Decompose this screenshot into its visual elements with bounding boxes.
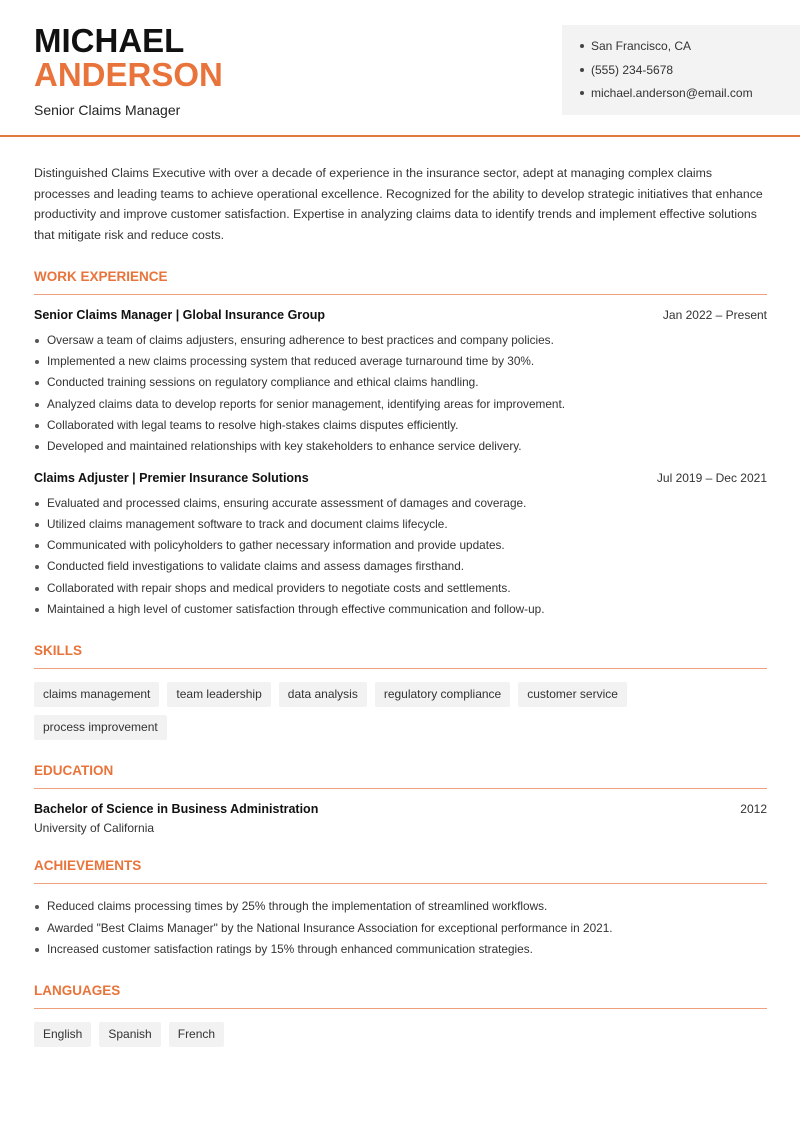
list-item <box>34 599 767 620</box>
list-item <box>34 939 767 960</box>
last-name: ANDERSON <box>34 56 223 93</box>
bullet-text: Collaborated with repair shops and medical providers to negotiate costs and settlements. <box>47 580 511 595</box>
bullet-icon <box>35 445 39 449</box>
job-role: Senior Claims Manager | Global Insurance Group <box>34 307 326 322</box>
bullet-icon <box>580 44 584 48</box>
work-experience-section <box>34 269 767 621</box>
list-item <box>34 535 767 556</box>
bullet-icon <box>580 68 584 72</box>
list-item <box>34 514 767 535</box>
contact-email[interactable] <box>580 85 800 109</box>
languages-section <box>34 983 767 1047</box>
education-entry <box>34 802 767 835</box>
bullet-text: Increased customer satisfaction ratings by 15% through enhanced communication strategies. <box>47 941 533 956</box>
bullet-text: Implemented a new claims processing system that reduced average turnaround time by 30%. <box>47 354 535 369</box>
bullet-text: Maintained a high level of customer satisfaction through effective communication and follow-up. <box>47 602 545 617</box>
skill-tag: regulatory compliance <box>375 682 510 707</box>
job-header <box>34 471 767 485</box>
email-link[interactable]: michael.anderson@email.com <box>591 86 753 100</box>
job-dates: Jul 2019 – Dec 2021 <box>656 470 767 485</box>
job-bullets <box>34 493 767 621</box>
list-item <box>34 493 767 514</box>
bullet-icon <box>35 339 39 343</box>
name-block <box>34 24 223 118</box>
skill-tag: data analysis <box>279 682 367 707</box>
list-item <box>34 556 767 577</box>
bullet-icon <box>35 927 39 931</box>
job-dates: Jan 2022 – Present <box>662 307 767 322</box>
bullet-text: Oversaw a team of claims adjusters, ensuring adherence to best practices and company policies. <box>47 332 554 347</box>
bullet-icon <box>35 905 39 909</box>
list-item <box>34 896 767 917</box>
job-entry <box>34 308 767 458</box>
resume-body <box>0 163 800 1047</box>
job-role: Claims Adjuster | Premier Insurance Solutions <box>34 470 309 485</box>
section-title: SKILLS <box>34 643 767 669</box>
skills-section <box>34 643 767 740</box>
bullet-text: Reduced claims processing times by 25% through the implementation of streamlined workflows. <box>47 899 548 914</box>
language-tag: Spanish <box>99 1022 160 1047</box>
list-item <box>34 394 767 415</box>
bullet-icon <box>35 360 39 364</box>
degree: Bachelor of Science in Business Administration <box>34 802 319 817</box>
job-bullets <box>34 330 767 458</box>
skill-tag: process improvement <box>34 715 167 740</box>
section-title: WORK EXPERIENCE <box>34 269 767 295</box>
job-entry <box>34 471 767 621</box>
bullet-icon <box>35 544 39 548</box>
skills-tags <box>34 682 767 740</box>
bullet-icon <box>35 502 39 506</box>
list-item <box>34 578 767 599</box>
language-tag: French <box>169 1022 224 1047</box>
job-header <box>34 308 767 322</box>
skill-tag: claims management <box>34 682 159 707</box>
bullet-icon <box>35 565 39 569</box>
section-title: ACHIEVEMENTS <box>34 858 767 884</box>
bullet-text: Evaluated and processed claims, ensuring accurate assessment of damages and coverage. <box>47 495 527 510</box>
education-section <box>34 763 767 835</box>
bullet-icon <box>35 523 39 527</box>
achievements-section <box>34 858 767 960</box>
list-item <box>34 918 767 939</box>
bullet-text: Conducted field investigations to validate claims and assess damages firsthand. <box>47 559 465 574</box>
bullet-icon <box>35 948 39 952</box>
education-header <box>34 802 767 816</box>
phone-text: (555) 234-5678 <box>591 62 674 77</box>
bullet-text: Conducted training sessions on regulatory compliance and ethical claims handling. <box>47 375 479 390</box>
professional-summary: Distinguished Claims Executive with over a decade of experience in the insurance sector, adept at managing complex claims processes and leading teams to achieve operational excellence. Recognized for the ability to develop strategic initiatives that enhance productivity and improve customer satisfaction. Expertise in analyzing claims data to identify trends and implement effective solutions that mitigate risk and reduce costs. <box>34 166 763 243</box>
list-item <box>34 372 767 393</box>
section-title: EDUCATION <box>34 763 767 789</box>
contact-location <box>580 38 800 62</box>
school-name: University of California <box>34 821 155 836</box>
achievements-list <box>34 896 767 960</box>
skill-tag: customer service <box>518 682 627 707</box>
graduation-year: 2012 <box>740 802 767 817</box>
bullet-text: Developed and maintained relationships with key stakeholders to enhance service delivery. <box>47 439 522 454</box>
list-item <box>34 436 767 457</box>
list-item <box>34 415 767 436</box>
bullet-text: Awarded "Best Claims Manager" by the National Insurance Association for exceptional performance in 2021. <box>47 920 613 935</box>
location-text: San Francisco, CA <box>591 39 692 53</box>
skill-tag: team leadership <box>167 682 270 707</box>
bullet-icon <box>580 91 584 95</box>
bullet-icon <box>35 608 39 612</box>
list-item <box>34 351 767 372</box>
section-title: LANGUAGES <box>34 983 767 1009</box>
bullet-icon <box>35 381 39 385</box>
language-tag: English <box>34 1022 91 1047</box>
bullet-icon <box>35 587 39 591</box>
bullet-icon <box>35 403 39 407</box>
bullet-icon <box>35 424 39 428</box>
bullet-text: Utilized claims management software to track and document claims lifecycle. <box>47 516 448 531</box>
resume-header <box>0 0 800 137</box>
job-title: Senior Claims Manager <box>34 102 181 118</box>
bullet-text: Collaborated with legal teams to resolve high-stakes claims disputes efficiently. <box>47 418 459 432</box>
contact-box <box>562 25 800 115</box>
first-name: MICHAEL <box>34 22 185 59</box>
contact-phone <box>580 62 800 86</box>
list-item <box>34 330 767 351</box>
language-tags <box>34 1022 767 1047</box>
bullet-text: Communicated with policyholders to gather necessary information and provide updates. <box>47 538 505 553</box>
bullet-text: Analyzed claims data to develop reports for senior management, identifying areas for improvement. <box>47 396 566 411</box>
